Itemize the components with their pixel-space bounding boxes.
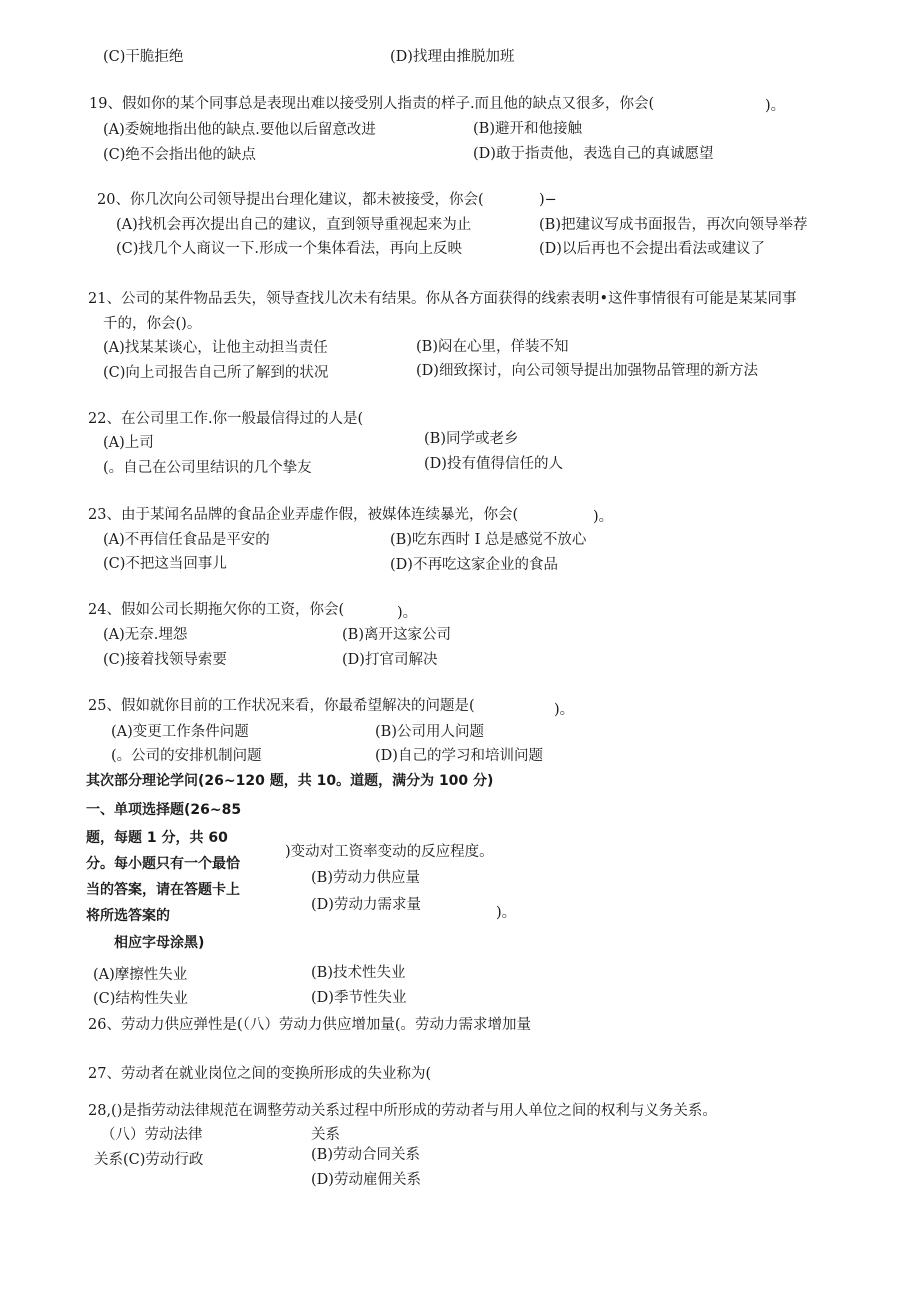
q20-option-d: (D)以后再也不会提出看法或建议了 <box>539 241 765 257</box>
q23-option-c: (C)不把这当回事儿 <box>103 556 227 572</box>
q28-option-a: （八）劳动法律 <box>101 1127 203 1143</box>
part2-title: 其次部分理论学问(26~120 题，共 10。道题，满分为 100 分) <box>86 773 494 789</box>
q27-option-b: (B)技术性失业 <box>311 965 406 981</box>
q24-option-a: (A)无奈.埋怨 <box>103 627 188 643</box>
q21-stem: 21、公司的某件物品丢失，领导查找儿次未有结果。你从各方面获得的线索表明•这件事情很有可能是某某同事 <box>88 291 797 307</box>
q22-option-b: (B)同学或老乡 <box>424 431 519 447</box>
q18-option-d: (D)找理由推脱加班 <box>390 49 515 65</box>
q23-stem-end: )。 <box>593 509 614 525</box>
q19-stem-end: )。 <box>765 98 786 114</box>
section1-heading-line3: 分。每小题只有一个最恰 <box>86 856 240 872</box>
q27-option-c: (C)结构性失业 <box>93 991 188 1007</box>
q23-stem: 23、由于某闻名品牌的食品企业弄虚作假，被媒体连续暴光，你会( <box>88 507 519 523</box>
section1-heading-line5: 将所选答案的 <box>86 908 170 924</box>
q19-option-c: (C)绝不会指出他的缺点 <box>103 147 256 163</box>
q20-stem-end: )− <box>539 192 557 208</box>
q19-option-b: (B)避开和他接触 <box>473 121 582 137</box>
q20-option-b: (B)把建议写成书面报告，再次向领导举荐 <box>539 217 808 233</box>
section1-heading-line4: 当的答案，请在答题卡上 <box>86 882 240 898</box>
q27-option-a: (A)摩擦性失业 <box>93 967 188 983</box>
q25-option-b: (B)公司用人问题 <box>375 724 484 740</box>
q22-option-a: (A)上司 <box>103 435 154 451</box>
q24-stem-end: )。 <box>397 605 418 621</box>
q22-option-c: (。自己在公司里结识的几个挚友 <box>103 460 312 476</box>
q28-option-c: 关系(C)劳动行政 <box>94 1152 204 1168</box>
q25-option-c: (。公司的安排机制问题 <box>111 748 262 764</box>
q19-option-a: (A)委婉地指出他的缺点.要他以后留意改进 <box>103 122 376 138</box>
q19-stem: 19、假如你的某个同事总是表现出难以接受别人指责的样子.而且他的缺点又很多，你会( <box>89 96 655 112</box>
q20-option-c: (C)找几个人商议一下.形成一个集体看法，再向上反映 <box>116 241 463 257</box>
q26-option-d: (D)劳动力需求量 <box>311 897 421 913</box>
q25-option-a: (A)变更工作条件问题 <box>111 724 249 740</box>
q24-option-d: (D)打官司解决 <box>342 652 438 668</box>
q26-stem: 26、劳动力供应弹性是(（八）劳动力供应增加量(。劳动力需求增加量 <box>88 1017 532 1033</box>
q18-option-c: (C)干脆拒绝 <box>103 49 184 65</box>
q21-option-b: (B)闷在心里，佯装不知 <box>416 339 569 355</box>
q27-option-d: (D)季节性失业 <box>311 990 407 1006</box>
section1-heading-line2: 题，每题 1 分，共 60 <box>86 830 228 846</box>
q22-stem: 22、在公司里工作.你一般最信得过的人是( <box>88 411 364 427</box>
q20-option-a: (A)找机会再次提出自己的建议，直到领导重视起来为止 <box>116 217 472 233</box>
q26-stem-fragment: )变动对工资率变动的反应程度。 <box>285 844 494 860</box>
q19-option-d: (D)敢于指责他，表选自己的真诚愿望 <box>473 146 714 162</box>
q21-option-a: (A)找某某谈心，让他主动担当责任 <box>103 340 328 356</box>
q24-option-b: (B)离开这家公司 <box>342 627 451 643</box>
q21-option-c: (C)向上司报告自己所了解到的状况 <box>103 365 329 381</box>
q21-option-d: (D)细致探讨，向公司领导提出加强物品管理的新方法 <box>416 363 758 379</box>
q25-stem-end: )。 <box>554 702 575 718</box>
q28-option-b: (B)劳动合同关系 <box>311 1147 420 1163</box>
q27-stem: 27、劳动者在就业岗位之间的变换所形成的失业称为( <box>88 1066 432 1082</box>
q28-option-d: (D)劳动雇佣关系 <box>311 1172 421 1188</box>
q23-option-d: (D)不再吃这家企业的食品 <box>390 557 558 573</box>
q24-stem: 24、假如公司长期拖欠你的工资，你会( <box>88 602 345 618</box>
q28-stem: 28,()是指劳动法律规范在调整劳动关系过程中所形成的劳动者与用人单位之间的权利与义务关系。 <box>88 1103 717 1119</box>
q26-option-b: (B)劳动力供应量 <box>311 870 420 886</box>
q20-stem: 20、你几次向公司领导提出台理化建议，都未被接受，你会( <box>97 192 484 208</box>
q22-option-d: (D)投有值得信任的人 <box>424 456 563 472</box>
q23-option-b: (B)吃东西时 I 总是感觉不放心 <box>390 532 587 548</box>
q23-option-a: (A)不再信任食品是平安的 <box>103 532 270 548</box>
q28-option-a-tail: 关系 <box>311 1127 340 1143</box>
q24-option-c: (C)接着找领导索要 <box>103 652 227 668</box>
q25-stem: 25、假如就你目前的工作状况来看，你最希望解决的问题是( <box>88 698 475 714</box>
q21-stem-line2: 千的，你会()。 <box>103 316 202 332</box>
section1-heading-line6: 相应字母涂黑) <box>114 935 205 951</box>
section1-heading-line1: 一、单项选择题(26~85 <box>86 802 242 818</box>
q26-stem-end-fragment: )。 <box>496 905 517 921</box>
q25-option-d: (D)自己的学习和培训问题 <box>375 748 543 764</box>
